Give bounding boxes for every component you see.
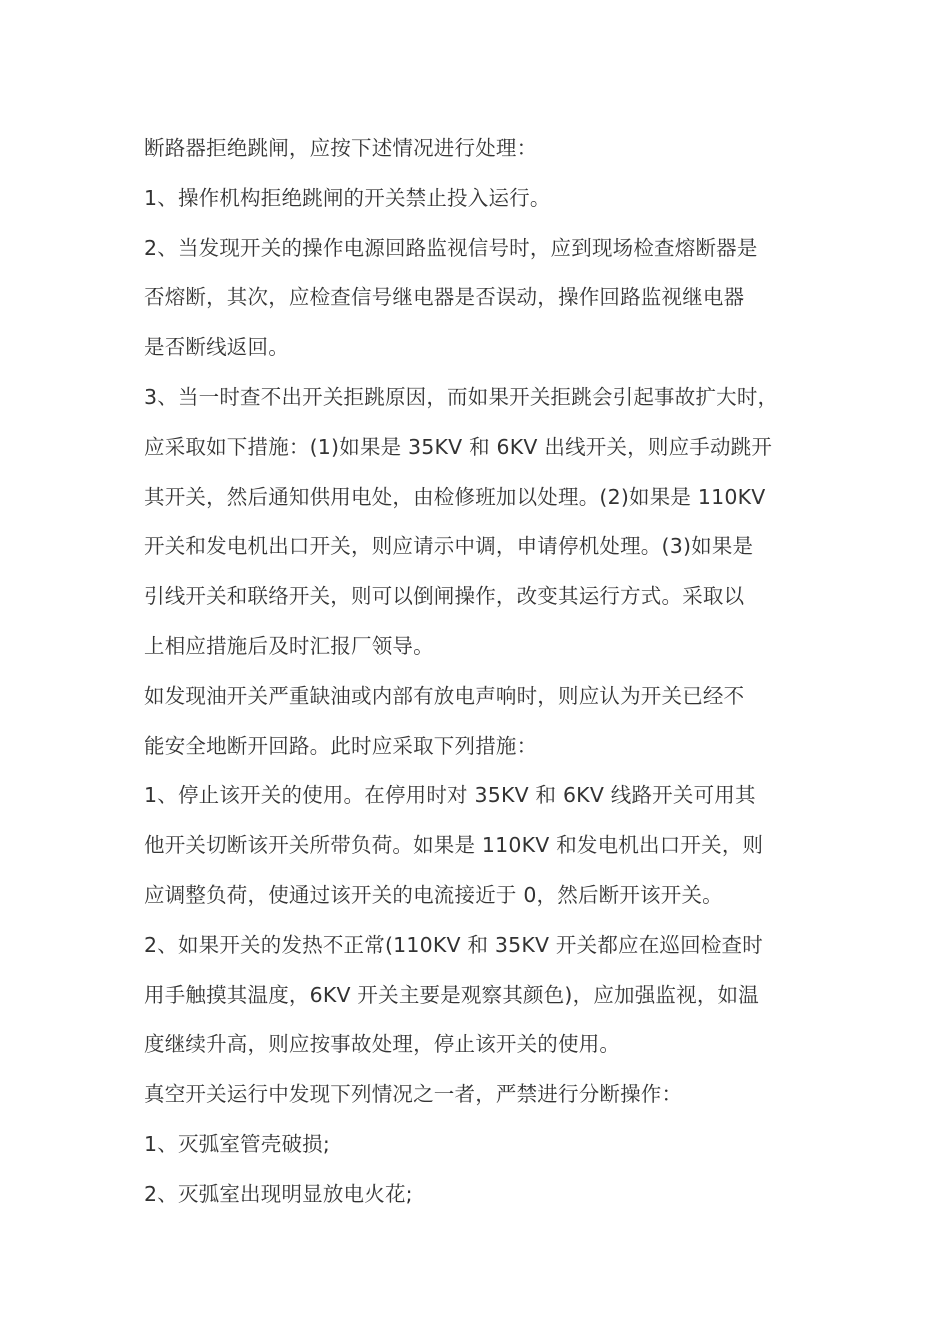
text-line: 2、如果开关的发热不正常(110KV 和 35KV 开关都应在巡回检查时: [144, 932, 763, 957]
text-line: 真空开关运行中发现下列情况之一者，严禁进行分断操作：: [144, 1082, 683, 1107]
text-line: 2、当发现开关的操作电源回路监视信号时，应到现场检查熔断器是: [144, 235, 758, 260]
text-line: 能安全地断开回路。此时应采取下列措施：: [144, 733, 538, 758]
paragraph-intro-breaker: [144, 124, 824, 174]
text-line: 上相应措施后及时汇报厂领导。: [144, 633, 434, 658]
text-line: 1、操作机构拒绝跳闸的开关禁止投入运行。: [144, 185, 551, 210]
paragraph-oil-item-2: [144, 921, 824, 1070]
paragraph-item-1: [144, 174, 824, 224]
text-line: 应采取如下措施：(1)如果是 35KV 和 6KV 出线开关，则应手动跳开: [144, 434, 773, 459]
paragraph-item-3: [144, 373, 824, 672]
text-line: 度继续升高，则应按事故处理，停止该开关的使用。: [144, 1032, 621, 1057]
paragraph-vacuum-item-2: [144, 1170, 824, 1220]
text-line: 其开关，然后通知供用电处，由检修班加以处理。(2)如果是 110KV: [144, 484, 766, 509]
text-line: 用手触摸其温度，6KV 开关主要是观察其颜色)，应加强监视，如温: [144, 982, 759, 1007]
text-line: 1、灭弧室管壳破损;: [144, 1131, 330, 1156]
text-line: 否熔断，其次，应检查信号继电器是否误动，操作回路监视继电器: [144, 285, 745, 310]
document-body: [144, 124, 824, 1220]
text-line: 1、停止该开关的使用。在停用时对 35KV 和 6KV 线路开关可用其: [144, 783, 756, 808]
text-line: 应调整负荷，使通过该开关的电流接近于 0，然后断开该开关。: [144, 882, 723, 907]
paragraph-intro-vacuum-switch: [144, 1070, 824, 1120]
text-line: 他开关切断该开关所带负荷。如果是 110KV 和发电机出口开关，则: [144, 833, 764, 858]
text-line: 如发现油开关严重缺油或内部有放电声响时，则应认为开关已经不: [144, 683, 745, 708]
paragraph-vacuum-item-1: [144, 1120, 824, 1170]
text-line: 是否断线返回。: [144, 335, 289, 360]
text-line: 2、灭弧室出现明显放电火花;: [144, 1181, 413, 1206]
text-line: 3、当一时查不出开关拒跳原因，而如果开关拒跳会引起事故扩大时，: [144, 384, 779, 409]
paragraph-intro-oil-switch: [144, 672, 824, 772]
text-line: 引线开关和联络开关，则可以倒闸操作，改变其运行方式。采取以: [144, 584, 745, 609]
paragraph-item-2: [144, 224, 824, 373]
paragraph-oil-item-1: [144, 771, 824, 920]
text-line: 断路器拒绝跳闸，应按下述情况进行处理：: [144, 136, 538, 160]
text-line: 开关和发电机出口开关，则应请示中调，申请停机处理。(3)如果是: [144, 534, 754, 559]
